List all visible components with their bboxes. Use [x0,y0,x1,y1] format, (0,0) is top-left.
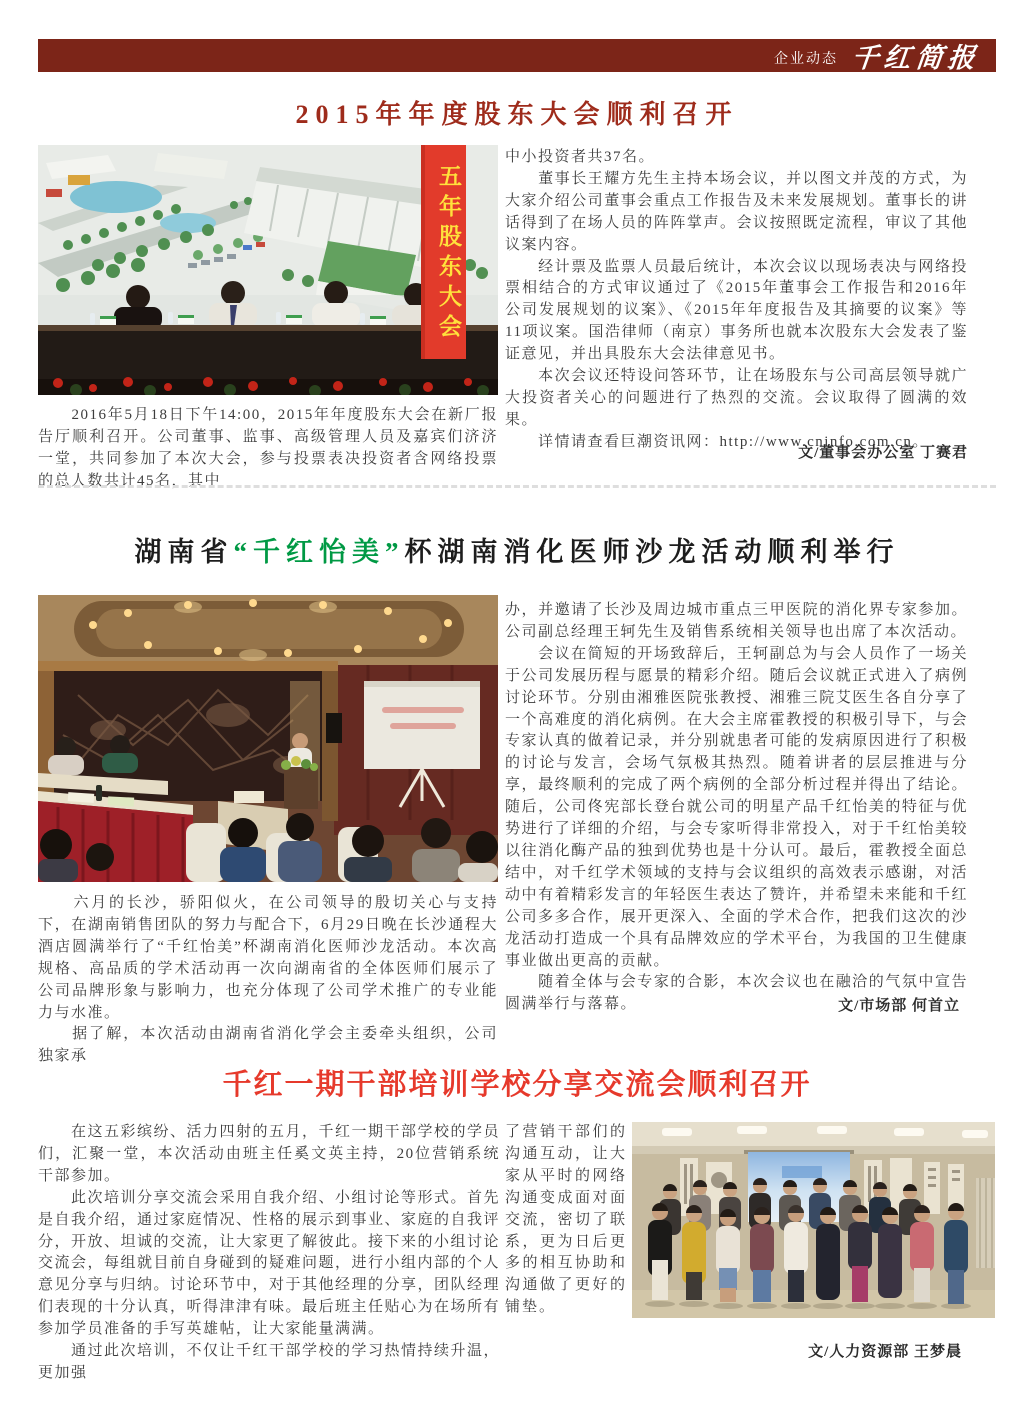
salon-conference-photo-illustration [38,595,498,882]
article2-left-column [38,595,498,1068]
paragraph: 此次培训分享交流会采用自我介绍、小组讨论等形式。首先是自我介绍，通过家庭情况、性格的展示到事业、家庭的自我评分，开放、坦诚的交流，让大家更了解彼此。接下来的小组讨论交流会，每组就目前自身碰到的疑难问题，进行小组内部的个人意见分享与归纳。讨论环节中，对于其他经理的分享，团队经理们表现的十分认真，听得津津有味。最后班主任贴心为在场所有参加学员准备的手写英雄帖，让大家能量满满。 [38,1189,501,1338]
article2-byline: 文/市场部 何首立 [838,998,960,1014]
article1-left-text [38,405,498,493]
headline-part: 湖南省 [134,537,234,567]
section-divider [38,485,996,488]
article1-byline: 文/董事会办公室 丁赛君 [798,445,968,461]
article3-headline: 千红一期干部培训学校分享交流会顺利召开 [222,1069,812,1101]
article1-headline: 2015年年度股东大会顺利召开 [295,100,739,129]
shareholders-meeting-photo [38,145,498,395]
paragraph: 本次会议还特设问答环节，让在场股东与公司高层领导就广大投资者关心的问题进行了热烈的交流。会议取得了圆满的效果。 [505,368,968,428]
masthead-brand-title: 千红简报 [850,43,982,74]
paragraph: 据了解，本次活动由湖南省消化学会主委牵头组织，公司独家承 [38,1026,498,1065]
article2-left-text [38,893,498,1068]
training-group-photo [632,1122,995,1318]
article3-byline: 文/人力资源部 王梦晨 [808,1344,962,1360]
paragraph: 2016年5月18日下午14:00，2015年年度股东大会在新厂报告厅顺利召开。公司董事、监事、高级管理人员及嘉宾们济济一堂，共同参加了本次大会，参与投票表决投资者含网络投票的总人数共计45名，其中 [38,407,498,489]
paragraph: 会议在简短的开场致辞后，王轲副总为与会人员作了一场关于公司发展历程与愿景的精彩介绍。随后会议就正式进入了病例讨论环节。分别由湘雅医院张教授、湘雅三院艾医生各自分享了一个高难度的消化病例。在大会主席霍教授的积极引导下，与会专家认真的做着记录，并分别就患者可能的发病原因进行了积极的讨论与发言，会场气氛极其热烈。随着讲者的层层推进与分享，最终顺利的完成了两个病例的全部分析过程并得出了结论。随后，公司佟宪部长登台就公司的明星产品千红怡美的特征与优势进行了详细的介绍，与会专家听得非常投入，对于千红怡美较以往消化酶产品的独到优势也是十分认可。最后，霍教授全面总结中，对千红学术领域的支持与会议组织的高效表示感谢，对活动中有着精彩发言的年轻医生表达了赞许，并希望未来能和千红公司多多合作，展开更深入、全面的学术合作，把我们这次的沙龙活动打造成一个具有品牌效应的学术平台，为我国的卫生健康事业做出更高的贡献。 [505,645,968,969]
paragraph: 通过此次培训，不仅让千红干部学校的学习热情持续升温，更加强 [38,1343,501,1381]
paragraph: 在这五彩缤纷、活力四射的五月，千红一期干部学校的学员们，汇聚一堂，本次活动由班主任奚文英主持，20位营销系统干部参加。 [38,1124,501,1184]
paragraph: 随着全体与会专家的合影，本次会议也在融洽的气氛中宣告圆满举行与落幕。 [505,974,968,1013]
paragraph: 详情请查看巨潮资讯网：http://www.cninfo.com.cn。 [505,433,929,450]
masthead-section-label: 企业动态 [774,49,838,66]
paragraph: 董事长王耀方先生主持本场会议，并以图文并茂的方式，为大家介绍公司董事会重点工作报告及未来发展规划。董事长的讲话得到了在场人员的阵阵掌声。会议按照既定流程，审议了其他议案内容。 [505,170,968,253]
headline-brand-part: “千红怡美” [233,537,405,567]
masthead-bar [38,39,996,72]
paragraph: 中小投资者共37名。 [505,149,656,165]
paragraph: 经计票及监票人员最后统计，本次会议以现场表决与网络投票相结合的方式审议通过了《2015年董事会工作报告和2016年公司发展规划的议案》、《2015年年度报告及其摘要的议案》等11项议案。国浩律师（南京）事务所也就本次股东大会发表了鉴证意见，并出具股东大会法律意见书。 [505,258,968,363]
headline-part: 杯湖南消化医师沙龙活动顺利举行 [404,537,900,567]
article2-right-column [505,600,968,1016]
article3-middle-column [505,1122,627,1319]
article1-left-column [38,145,498,493]
article3-left-column [38,1122,500,1385]
article1-right-column [505,147,968,454]
training-group-photo-illustration [632,1122,995,1318]
article3-photo-column [632,1122,995,1318]
salon-conference-photo [38,595,498,882]
article2-headline [38,530,996,569]
paragraph: 办，并邀请了长沙及周边城市重点三甲医院的消化界专家参加。公司副总经理王轲先生及销售系统相关领导也出席了本次活动。 [505,602,968,640]
photo-banner-vertical-text: 五年股东大会 [436,163,462,344]
paragraph: 了营销干部们的沟通互动，让大家从平时的网络沟通变成面对面交流，密切了联系，更为日后更多的相互协助和沟通做了更好的铺垫。 [505,1124,627,1316]
paragraph: 六月的长沙，骄阳似火，在公司领导的殷切关心与支持下，在湖南销售团队的努力与配合下，6月29日晚在长沙通程大酒店圆满举行了“千红怡美”杯湖南消化医师沙龙活动。本次高规格、高品质的学术活动再一次向湖南省的全体医师们展示了公司品牌形象与影响力，也充分体现了公司学术推广的专业能力与水准。 [38,895,498,1021]
